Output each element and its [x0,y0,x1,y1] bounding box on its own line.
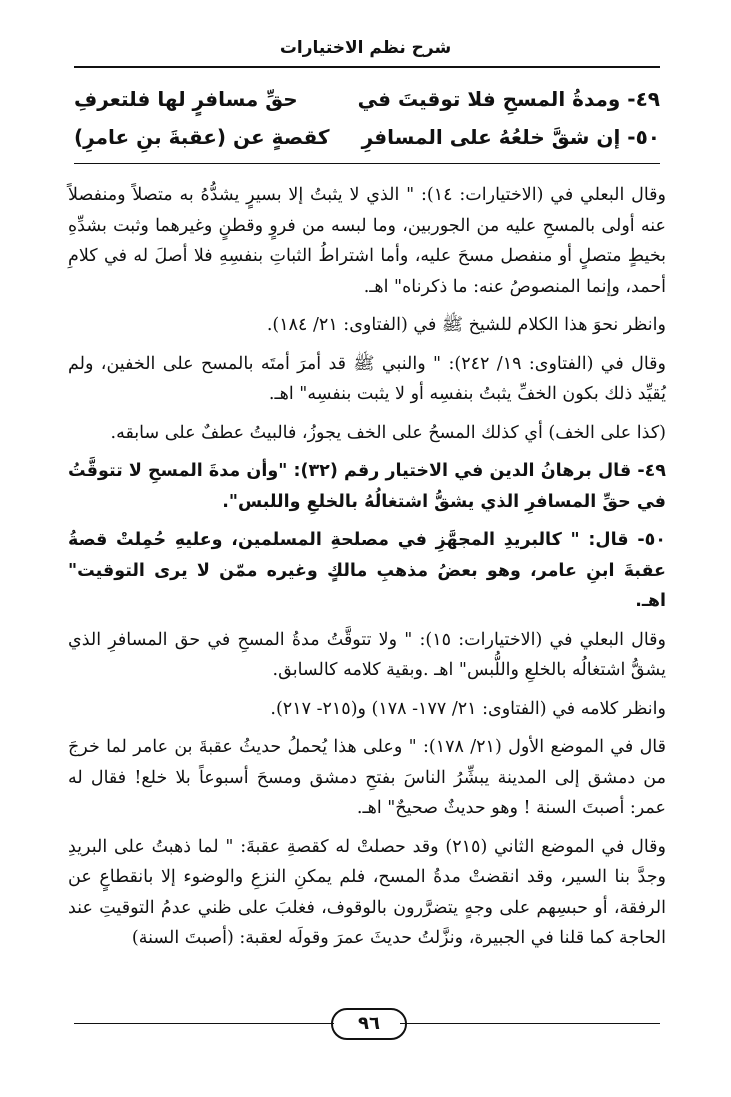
paragraph: وقال في الموضع الثاني (٢١٥) وقد حصلتْ له كقصةِ عقبةَ: " لما ذهبتُ على البريدِ وجدَّ بنا السير، وقد انقضتْ مدةُ المسح، فلم يمكنِ النزعِ والوضوء إلا بانقطاعٍ عن الرفقة، أو حبسِهم على وجهٍ يتضرَّرون بالوقوف، فغلبَ على ظني عدمُ التوقيتِ عند الحاجة كما قلنا في الجبيرة، ونزَّلتُ حديثَ عمرَ وقولَه لعقبة: (أصبتَ السنة) [68,836,666,948]
verse-first-half: ٤٩- ومدةُ المسحِ فلا توقيتَ في [357,87,660,111]
verse-second-half: حقِّ مسافرٍ لها فلتعرفِ [74,87,298,111]
paragraph: قال في الموضع الأول (٢١/ ١٧٨): " وعلى هذا يُحملُ حديثُ عقبةَ بن عامر لما خرجَ من دمشق إلى المدينة يبشِّرُ الناسَ بفتحِ دمشق ومسحَ أسبوعاً بلا خلع! فقال له عمر: أصبتَ السنة ! وهو حديثٌ صحيحٌ" اهـ. [68,737,666,818]
paragraph: وانظر نحوَ هذا الكلام للشيخ ﷺ في (الفتاوى: ٢١/ ١٨٤). [266,315,666,335]
verse-separator-rule [74,163,660,164]
footer-rule-left [74,1023,334,1024]
paragraph: (كذا على الخف) أي كذلك المسحُ على الخف يجوزُ، فالبيتُ عطفٌ على سابقه. [110,422,666,443]
paragraph: وانظر كلامه في (الفتاوى: ٢١/ ١٧٧- ١٧٨) و(٢١٥- ٢١٧). [270,698,666,719]
verse-second-half: كقصةٍ عن (عقبةَ بنِ عامرِ) [74,125,330,149]
footer-rule-right [400,1023,660,1024]
header-rule [74,66,660,68]
running-header: شرح نظم الاختيارات [279,38,452,58]
verse-block [74,80,660,156]
paragraph: وقال البعلي في (الاختيارات: ١٥): " ولا تتوقَّتُ مدةُ المسحِ في حق المسافرِ الذي يشقُّ اشتغالُه بالخلعِ واللُّبس" اهـ .وبقية كلامه كالسابق. [68,629,666,680]
verse-first-half: ٥٠- إن شقَّ خلعُهُ على المسافرِ [361,125,660,149]
page-number: ٩٦ [331,1008,407,1040]
paragraph: ٤٩- قال برهانُ الدين في الاختيار رقم (٣٢): "وأن مدةَ المسحِ لا تتوقَّتُ في حقِّ المسافرِ الذي يشقُّ اشتغالُهُ بالخلعِ واللبس". [68,461,666,512]
verse-line [74,118,660,156]
paragraph: وقال في (الفتاوى: ١٩/ ٢٤٢): " والنبي ﷺ قد أمرَ أمتَه بالمسح على الخفين، ولم يُقيِّد ذلك بكون الخفِّ يثبتُ بنفسِه أو لا يثبت بنفسِه" اهـ. [68,353,666,404]
paragraph: وقال البعلي في (الاختيارات: ١٤): " الذي لا يثبتُ إلا بسيرٍ يشدُّهُ به متصلاً ومنفصلاً عنه أولى بالمسحِ عليه من الجوربين، وما لبسه من فروٍ وقطنٍ وغيرهما وثبت بشدِّهِ بخيطٍ متصلٍ أو منفصل مسحَ عليه، وأما اشتراطُ الثباتِ بنفسِهِ فلا أصلَ له في كلامِ أحمد، وإنما المنصوصُ عنه: ما ذكرناه" اهـ. [68,185,666,297]
commentary-text [68,180,666,962]
paragraph: ٥٠- قال: " كالبريدِ المجهَّزِ في مصلحةِ المسلمين، وعليهِ حُمِلتْ قصةُ عقبةَ ابنِ عامر، وهو بعضُ مذهبِ مالكٍ وغيره ممّن لا يرى التوقيت" اهـ. [68,530,666,611]
verse-line [74,80,660,118]
